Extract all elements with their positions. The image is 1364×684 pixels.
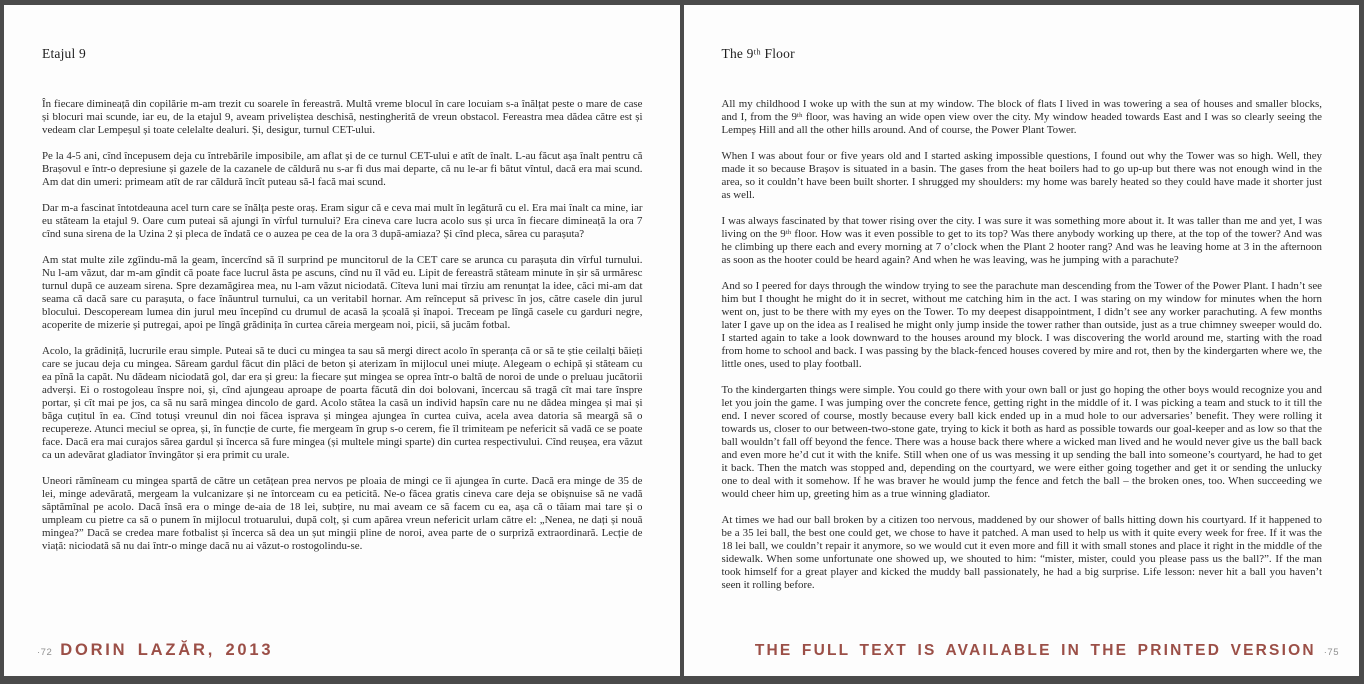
body-text-romanian <box>42 98 643 553</box>
paragraph: When I was about four or five years old and I started asking impossible questions, I found out why the Tower was so high. Well, they made it so because Brașov is situated in a basin. The gases from the heat boilers had to go up-up but there was not enough wind in the area, so it couldn’t have been built shorter. I shrugged my shoulders: my home was barely heated so they could have made it shorter just as well. <box>721 150 1322 201</box>
paragraph: At times we had our ball broken by a citizen too nervous, maddened by our shower of balls hitting down his courtyard. If it happened to be a 35 lei ball, the best one could get, we chose to have it patched. A man used to help us with it quite every week for free. If it was the 18 lei ball, we couldn’t repair it anymore, so we would cut it even more and fill it with small stones and place it right in the middle of the sidewalk. When some unfortunate one showed up, we shouted to him: “mister, mister, could you please pass us the ball?”. If the man took himself for a great player and kicked the muddy ball passionately, he had a big surprise. Life lesson: never hit a ball you haven’t seen it rolling before. <box>721 514 1322 591</box>
page-title-romanian: Etajul 9 <box>42 46 86 61</box>
page-number-right: ·75 <box>1323 647 1339 658</box>
paragraph: Dar m-a fascinat întotdeauna acel turn care se înălța peste oraș. Eram sigur că e ceva mai mult în legătură cu el. Era mai înalt ca mine, iar eu stăteam la etajul 9. Oare cum puteai să ajungi în vîrful turnului? Era cineva care lucra acolo sus și urca în fiecare dimineață la ora 7 cînd suna sirena de la Uzina 2 și pleca de îndată ce o auzea pe cea de la ora 3 după-amiaza? Și cînd pleca, sărea cu parașuta? <box>42 202 643 240</box>
paragraph: Acolo, la grădiniță, lucrurile erau simple. Puteai să te duci cu mingea ta sau să mergi direct acolo în speranța că or să te știe ceilalți băieți care se jucau deja cu mingea. Săream gardul făcut din plăci de beton și aterizam în mijlocul unei miuțe. Alegeam o echipă și stăteam cu ea pînă la capăt. Nu dădeam niciodată gol, dar era și greu: la fiecare șut mingea se oprea într-o baltă de noroi de unde o preluau jucătorii adverși. Ei o rostogoleau înspre noi, și, cînd ajungeau aproape de poarta făcută din doi bolovani, încercau să tragă cît mai tare înspre portar, și cît mai pe jos, ca să nu sară mingea dincolo de gard. Acolo stătea la casă un individ hapsîn care nu ne dădea mingea și mai și băga cuțitul în ea. Cînd totuși vreunul din noi făcea isprava și mingea ajungea în curtea cuiva, acela avea datoria să meargă să o recupereze. Atunci meciul se oprea, și, în funcție de curte, fie mergeam în grup s-o cerem, fie îl trimiteam pe nefericit să vadă ce se poate face. Dacă era mai curajos sărea gardul și încerca să fure mingea (și multele mingi sparte) din curtea respectivului. Cînd reușea, era văzut ca un adevărat gladiator învingător și era primit cu urale. <box>42 345 643 461</box>
paragraph: All my childhood I woke up with the sun at my window. The block of flats I lived in was towering a sea of houses and smaller blocks, and I, from the 9ᵗʰ floor, was having an wide open view over the city. My window headed towards East and I was so clearly seeing the Lempeș Hill and all the other hills around. And of course, the Power Plant Tower. <box>721 98 1322 136</box>
body-text-english <box>722 98 1323 592</box>
page-number-left: ·72 <box>37 647 53 658</box>
paragraph: And so I peered for days through the window trying to see the parachute man descending from the Tower of the Power Plant. I hadn’t see him but I thought he might do it in secret, without me catching him in the act. I was staring on my window for minutes when the horn went on, just to be there with my eyes on the Tower. To my deepest disappointment, I didn’t see any worker parachuting. A few months later I gave up on the idea as I realised he might only jump inside the tower rather than outside, just as a true chimney sweeper would do. I started again to take a look downward to the houses around my block. I was discovering the world around me, starting with the road from home to school and back. I was passing by the black-fenced houses covered by mire and rot, then by the kindergarten where we, the little ones, used to play football. <box>721 280 1322 370</box>
paragraph: Pe la 4-5 ani, cînd începusem deja cu întrebările imposibile, am aflat și de ce turnul CET-ului e atît de înalt. L-au făcut așa înalt pentru că Brașovul e într-o depresiune și gazele de la cazanele de căldură nu s-ar fi dus mai departe, că nu le-ar fi bătut vîntul, dacă era mai scund. Am dat din umeri: primeam atît de rar căldură încît puteau să-l facă mai scund. <box>42 150 643 188</box>
footer-right <box>684 642 1360 660</box>
paragraph: În fiecare dimineață din copilărie m-am trezit cu soarele în fereastră. Multă vreme blocul în care locuiam s-a înălțat peste o mare de case și blocuri mai scunde, iar eu, de la etajul 9, aveam priveliștea deschisă, nestingherită de vreun obstacol. Fereastra mea dădea către est și vedeam clar Lempeșul și toate celelalte dealuri. Și, desigur, turnul CET-ului. <box>42 98 643 136</box>
page-title-english: The 9ᵗʰ Floor <box>721 46 795 61</box>
author-credit: DORIN LAZĂR, 2013 <box>60 641 274 659</box>
paragraph: Am stat multe zile zgîindu-mă la geam, încercînd să îl surprind pe muncitorul de la CET care se arunca cu parașuta din vîrful turnului. Nu l-am văzut, dar m-am gîndit că poate face lucrul ăsta pe ascuns, cînd nu îl văd eu. Lipit de fereastră stăteam minute în șir să urmăresc turnul după ce auzeam sirena. Spre dezamăgirea mea, nu l-am văzut niciodată. Cîteva luni mai tîrziu am renunțat la idee, căci mi-am dat seama că dacă sare cu parașuta, o face înăuntrul turnului, ca un veritabil hornar. Am reînceput să privesc în jos, către casele din jurul blocului. Descopeream lumea din jurul meu începînd cu drumul de acasă la școală și înapoi. Treceam pe lîngă casele cu garduri negre, acoperite de mizerie și putregai, apoi pe lîngă grădinița în curtea căreia mergeam noi, picii, să jucăm fotbal. <box>42 254 643 331</box>
paragraph: To the kindergarten things were simple. You could go there with your own ball or just go hoping the other boys would recognize you and let you join the game. I was jumping over the concrete fence, getting right in the middle of it. I was picking a team and stuck to it till the end. I never scored of course, mostly because every ball kick ended up in a mud hole to our adversaries’ benefit. They were rolling it towards us, closer to our between-two-stone gate, trying to kick it both as hard as possible towards our goal-keeper and as low so that the ball wouldn’t fall off beyond the fence. There was a house back there where a wicked man lived and he would never give us the ball back and even more he’d cut it with the knife. Still when one of us was messing it up sending the ball into someone’s courtyard, he had to get it back. Then the match was stopped and, depending on the courtyard, we were either going together and get it or sending the unlucky one to deal with it somehow. If he was braver he would jump the fence and fetch the ball – the broken ones, too. When succeeding we would cheer him up, greeting him as a true winning gladiator. <box>721 384 1322 500</box>
printed-version-notice: THE FULL TEXT IS AVAILABLE IN THE PRINTED VERSION <box>754 642 1316 659</box>
page-left <box>4 5 680 676</box>
paragraph: I was always fascinated by that tower rising over the city. I was sure it was something more about it. It was taller than me and yet, I was living on the 9ᵗʰ floor. How was it even possible to get to its top? Was there anybody working up there, at the top of the tower? And was he climbing up there each and every morning at 7 o’clock when the Plant 2 hooter rang? And was he leaving home at 3 in the afternoon as soon as the hooter could be heard again? And when he was leaving, was he jumping with a parachute? <box>721 215 1322 266</box>
page-right <box>684 5 1360 676</box>
footer-left <box>4 641 680 660</box>
paragraph: Uneori rămîneam cu mingea spartă de către un cetățean prea nervos pe ploaia de mingi ce îi ajungea în curte. Dacă era minge de 35 de lei, minge adevărată, mergeam la vulcanizare și ne întorceam cu ea peticită. Ne-o făcea gratis cineva care deja se obișnuise să ne vadă săptămînal pe acolo. Dacă însă era o minge de-aia de 18 lei, subțire, nu mai aveam ce să facem cu ea, așa că o tăiam mai tare și o umpleam cu pietre ca să o punem în mijlocul trotuarului, după colț, și cum apărea vreun nefericit urlam către el: „Nenea, ne dați și nouă mingea?” Dacă se credea mare fotbalist și încerca să dea un șut mingii pline de noroi, avea parte de o surpriză extraordinară. Lecție de viață: niciodată să nu dai într-o minge dacă nu ai văzut-o rostogolindu-se. <box>42 475 643 552</box>
